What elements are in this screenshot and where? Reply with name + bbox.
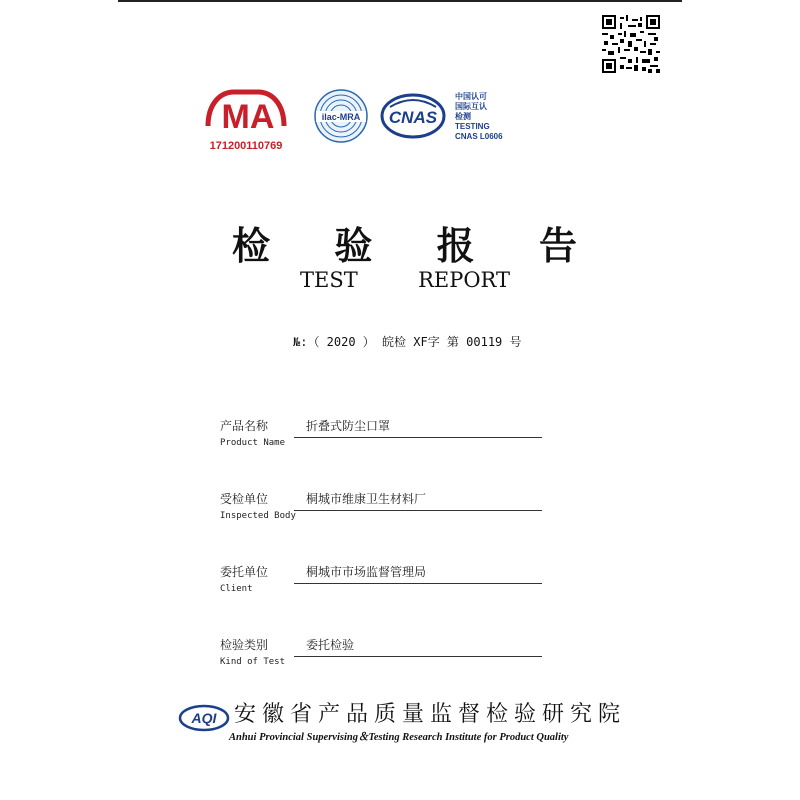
aqi-logo: [178, 702, 230, 734]
cnas-badge-text: [455, 92, 503, 142]
field-label-cn: 受检单位: [220, 492, 269, 506]
report-number: №:（ 2020 ） 皖检 XF字 第 00119 号: [293, 335, 522, 349]
field-kind-of-test: [220, 636, 550, 676]
field-value: 桐城市维康卫生材料厂: [306, 492, 427, 506]
field-label-en: Inspected Body: [220, 511, 296, 521]
qr-code-icon: [602, 15, 660, 73]
field-label-en: Client: [220, 584, 253, 594]
cnas-logo: [380, 93, 446, 139]
title-word: REPORT: [418, 268, 510, 292]
field-label-cn: 检验类别: [220, 638, 269, 652]
title-chinese: [232, 215, 577, 270]
cnas-line: 国际互认: [455, 102, 487, 111]
cnas-text: CNAS: [388, 108, 438, 127]
title-char: 验: [334, 224, 373, 268]
field-value: 委托检验: [306, 638, 355, 652]
cma-letters: MA: [221, 98, 275, 136]
title-char: 检: [232, 224, 271, 268]
field-underline: [294, 510, 542, 511]
field-underline: [294, 656, 542, 657]
title-char: 报: [436, 224, 475, 268]
institute-name-cn: 安徽省产品质量监督检验研究院: [234, 702, 627, 727]
field-inspected-body: [220, 490, 550, 530]
field-label-en: Product Name: [220, 438, 286, 448]
title-word: TEST: [300, 268, 358, 292]
field-client: [220, 563, 550, 603]
field-value: 桐城市市场监督管理局: [306, 565, 427, 579]
cnas-line: 中国认可: [455, 92, 487, 101]
cnas-line: CNAS L0606: [455, 132, 503, 141]
title-char: 告: [538, 224, 577, 268]
aqi-logo-text: AQI: [191, 710, 217, 726]
field-value: 折叠式防尘口罩: [306, 419, 391, 433]
cnas-line: 检测: [455, 112, 471, 121]
institute-name-en: Anhui Provincial Supervising＆Testing Research Institute for Product Quality: [229, 732, 569, 743]
field-underline: [294, 583, 542, 584]
field-underline: [294, 437, 542, 438]
cma-number: 171200110769: [209, 140, 283, 152]
field-label-en: Kind of Test: [220, 657, 286, 667]
ilac-text: ilac-MRA: [321, 112, 361, 122]
field-label-cn: 产品名称: [220, 419, 269, 433]
field-label-cn: 委托单位: [220, 565, 269, 579]
cnas-line: TESTING: [455, 122, 490, 131]
title-english: [300, 268, 510, 292]
ilac-mra-logo: [313, 88, 369, 144]
top-border-line: [118, 0, 682, 2]
field-product-name: [220, 417, 550, 457]
